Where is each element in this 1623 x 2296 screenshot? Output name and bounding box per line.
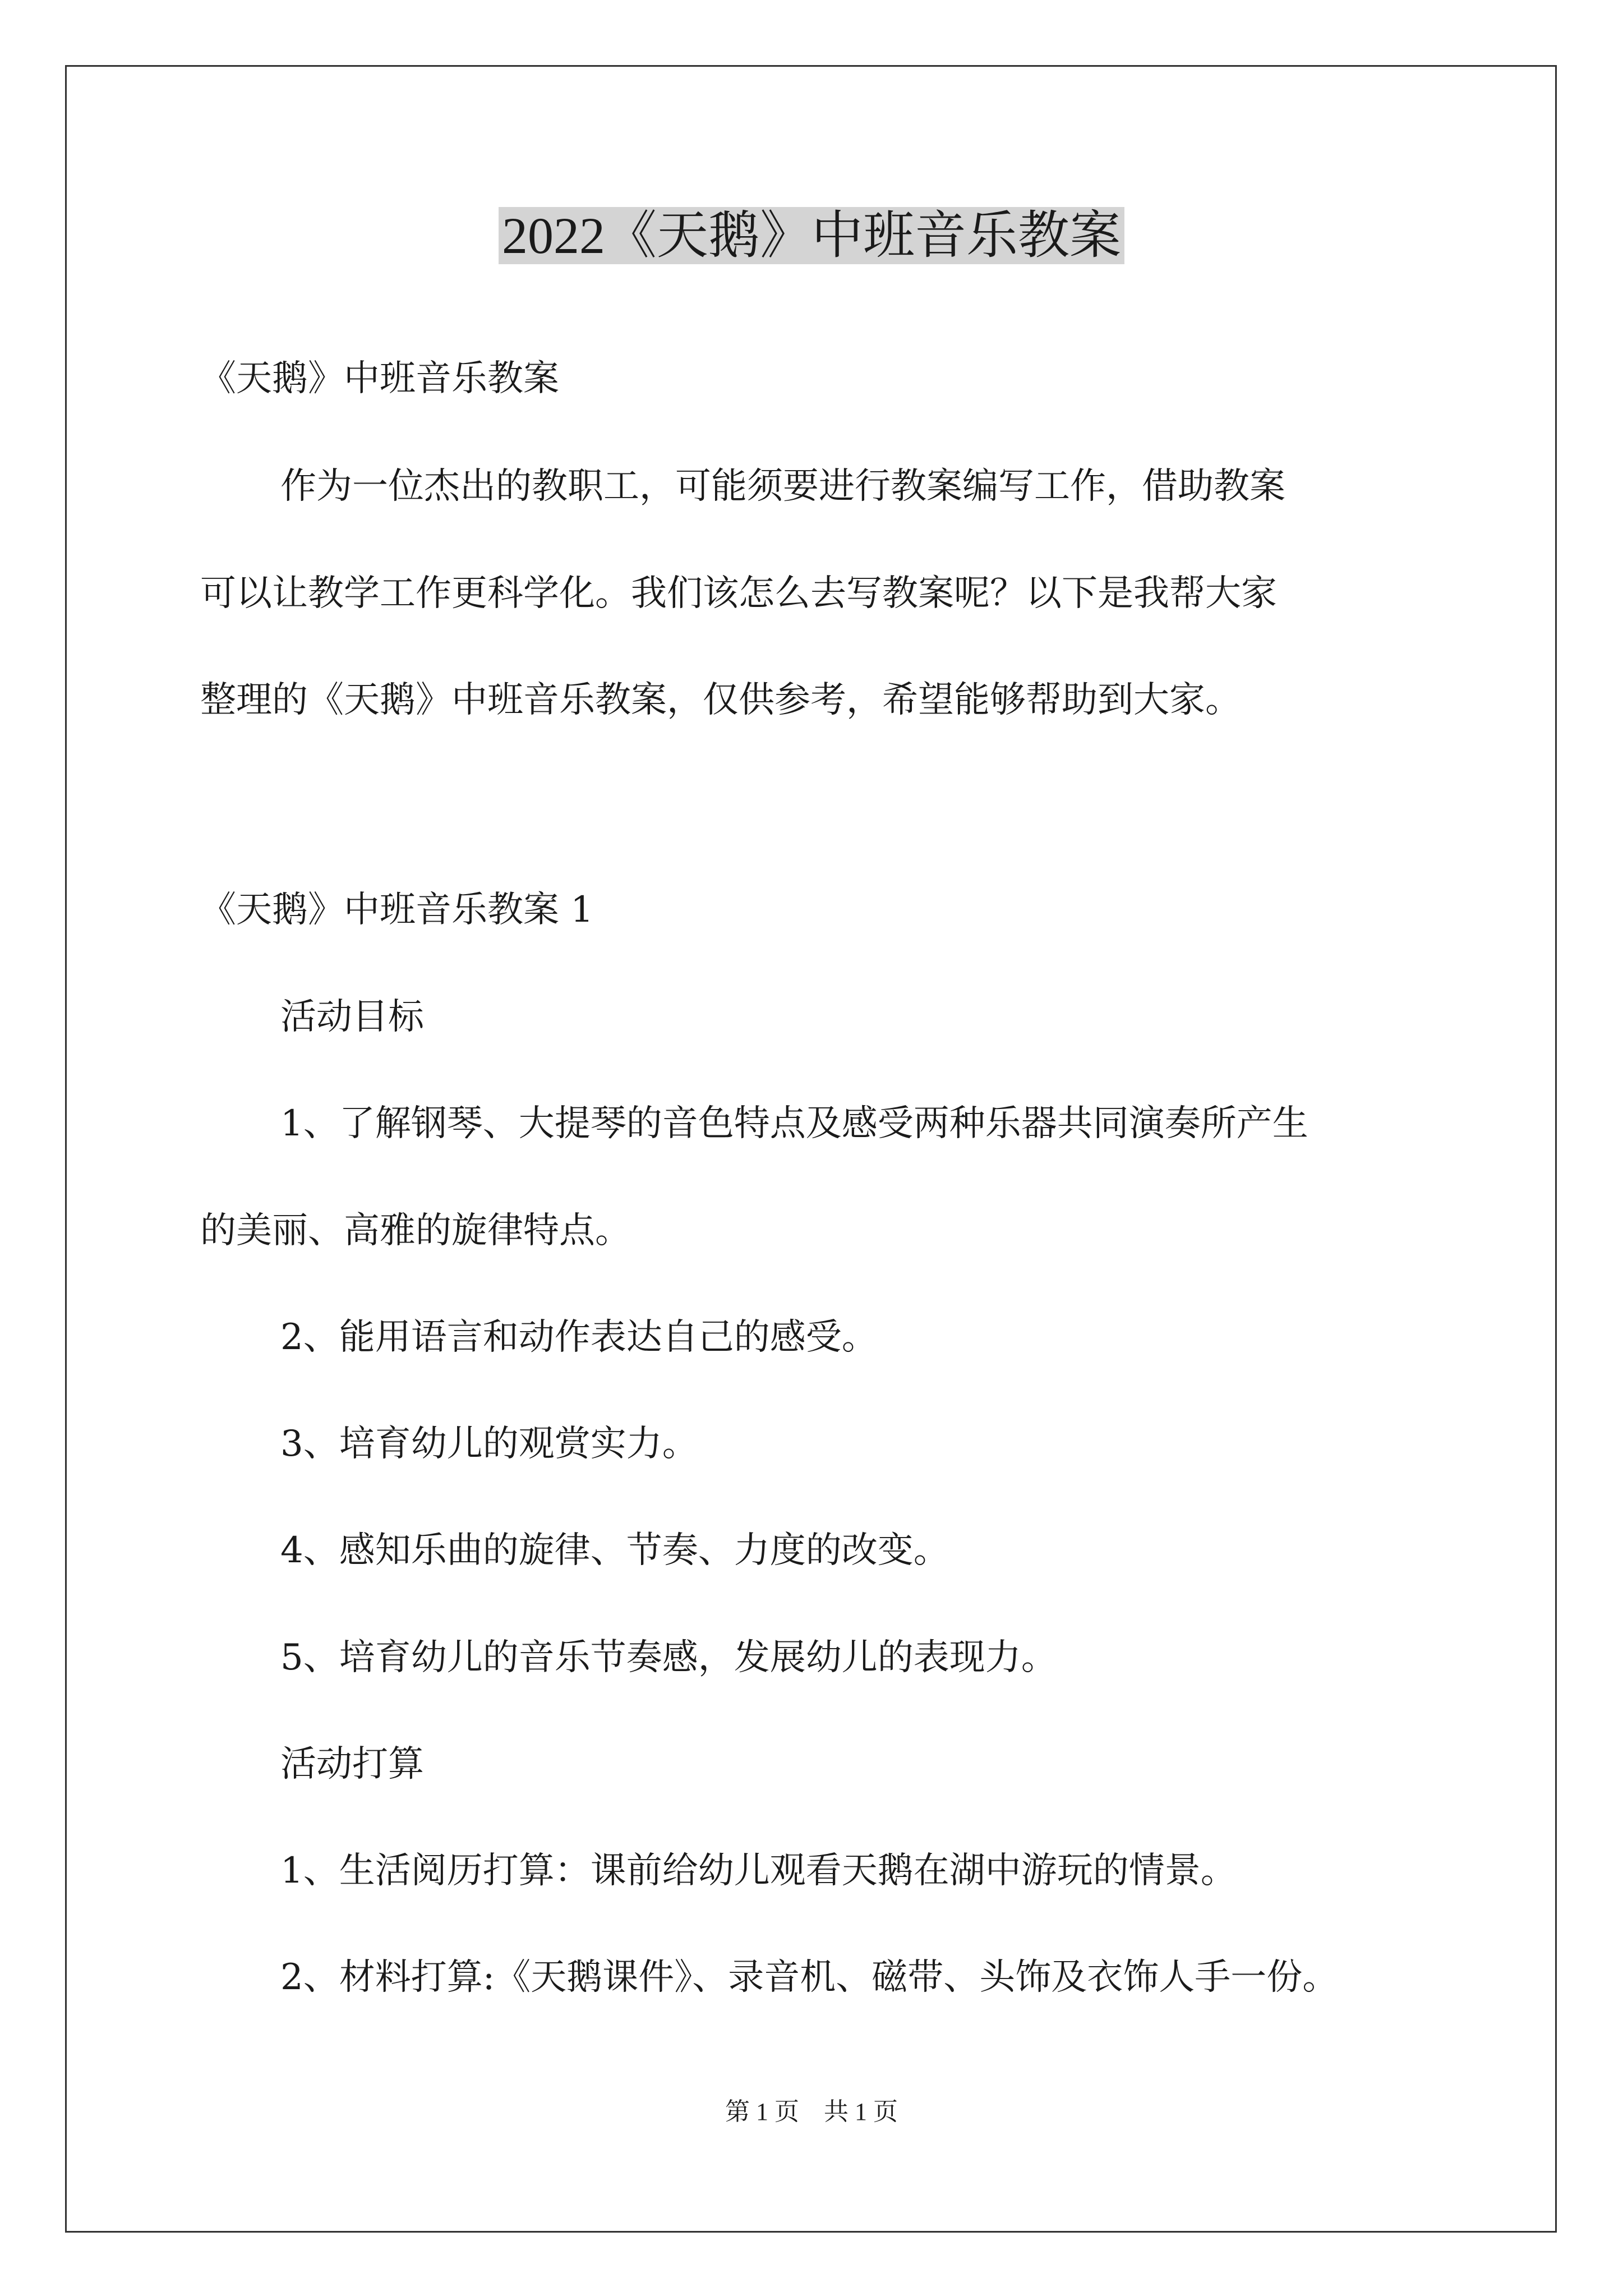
intro-line-1: 作为一位杰出的教职工，可能须要进行教案编写工作，借助教案 (280, 466, 1285, 507)
goal-item-5: 5、培育幼儿的音乐节奏感，发展幼儿的表现力。 (280, 1637, 1057, 1678)
goal-item-3: 3、培育幼儿的观赏实力。 (280, 1423, 698, 1465)
goal-item-4: 4、感知乐曲的旋律、节奏、力度的改变。 (280, 1530, 949, 1571)
page-footer: 第 1 页 共 1 页 (725, 2098, 898, 2125)
intro-line-2: 可以让教学工作更科学化。我们该怎么去写教案呢？以下是我帮大家 (200, 573, 1277, 614)
goal-item-1-cont: 的美丽、高雅的旋律特点。 (200, 1210, 631, 1251)
goal-item-2: 2、能用语言和动作表达自己的感受。 (280, 1317, 878, 1358)
intro-line-3: 整理的《天鹅》中班音乐教案，仅供参考，希望能够帮助到大家。 (200, 679, 1241, 721)
prep-item-1: 1、生活阅历打算：课前给幼儿观看天鹅在湖中游玩的情景。 (280, 1850, 1237, 1892)
prep-item-2: 2、材料打算:《天鹅课件》、录音机、磁带、头饰及衣饰人手一份。 (280, 1957, 1339, 1998)
subheading-goals: 活动目标 (280, 996, 424, 1038)
document-title (0, 199, 1623, 272)
doc-subtitle: 《天鹅》中班音乐教案 (200, 358, 559, 399)
goal-item-1: 1、了解钢琴、大提琴的音色特点及感受两种乐器共同演奏所产生 (280, 1103, 1308, 1144)
section-heading: 《天鹅》中班音乐教案 1 (200, 889, 594, 931)
document-title-text: 2022《天鹅》中班音乐教案 (499, 207, 1124, 264)
subheading-preparation: 活动打算 (280, 1743, 424, 1785)
